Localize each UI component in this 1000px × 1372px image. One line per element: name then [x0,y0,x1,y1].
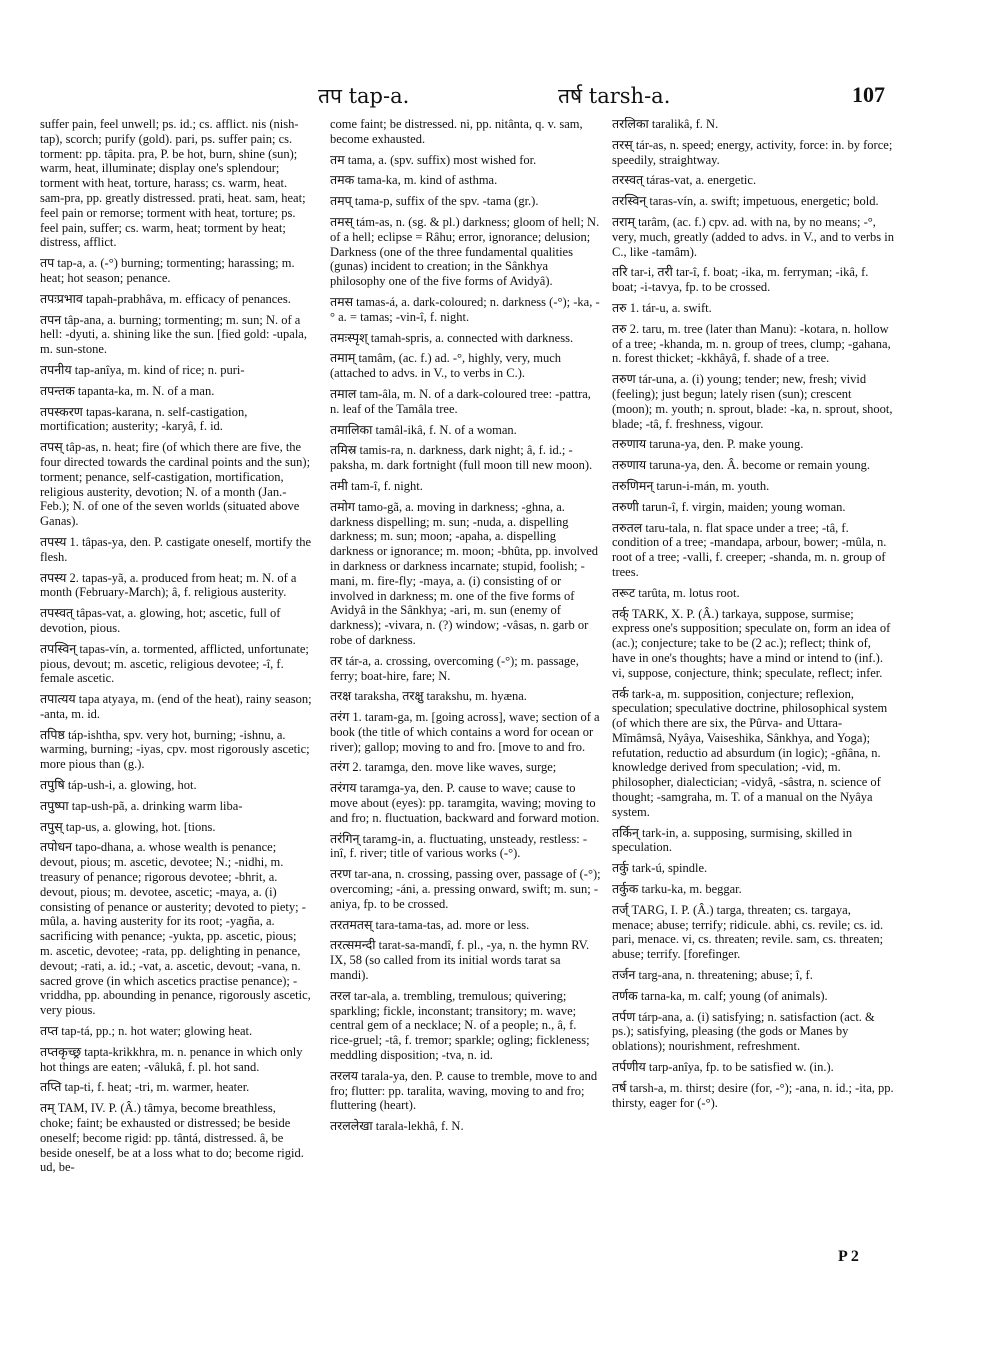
dictionary-entry: तपस्करण tapas-karana, n. self-castigation, mortification; austerity; -karyâ, f. id. [40,404,248,434]
dictionary-entry: तपस् tâp-as, n. heat; fire (of which there are five, the four directed towards the cardinal points and the sun); torment; penance, self-castigation, mortification, religious austerity, devotion; N. of a month (Jan.-Feb.); N. of one of the seven worlds (situated above Ganas). [40,440,311,529]
dictionary-entry: तरुण tár-una, a. (i) young; tender; new, fresh; vivid (feeling); just begun; lately risen (sun); crescent (moon); m. youth; n. sprout, blade: -ka, n. sprout, shoot, blade; -tâ, f. freshness, vigour. [612,372,893,431]
dictionary-entry: तमी tam-î, f. night. [330,478,423,493]
dictionary-entry: तर्जन targ-ana, n. threatening; abuse; î, f. [612,968,813,983]
dictionary-entry: तराम् tarâm, (ac. f.) cpv. ad. with na, by no means; -°, very, much, greatly (added to advs. in V., and to verbs in C., like -tamâm). [612,214,894,259]
dictionary-entry: तरुतल taru-tala, n. flat space under a tree; -tâ, f. condition of a tree; -mandapa, arbour, bower; -mûla, n. root of a tree; -valli, f. creeper; -shanda, m. n. group of trees. [612,520,887,579]
dictionary-entry: तरुणाय taruna-ya, den. P. make young. [612,437,804,452]
dictionary-entry: तर्क tark-a, m. supposition, conjecture; reflexion, speculation; speculative doctrine, philosophical system (of which there are six, the Pûrva- and Uttara-Mîmâmsâ, Nyâya, Vaiseshika, Sânkhya, and Yoga); refutation, reductio ad absurdum (in logic); -gñâna, n. knowledge derived from speculation; -vid, m. philosopher, dialectician; -vidyâ, -sâstra, n. science of thought; -samgraha, m. T. of a manual on the Nyâya system. [612,686,888,819]
page-number: 107 [852,82,885,107]
dictionary-entry: suffer pain, feel unwell; ps. id.; cs. afflict. nis (nish-tap), scorch; purify (gold). pari, ps. suffer pain; cs. torment: pp. tâpita. pra, P. be hot, burn, shine (sun); warm, heat, illuminate; display one's splendour; torment with heat, torture, harass; cs. warm, heat. sam-pra, pp. greatly distressed. prati, heat. sam, heat; feel pain or remorse; torment with heat, torture; ps. feel pain, suffer; cs. warm, heat; torment by heat; distress, afflict. [40,117,306,250]
dictionary-entry: तपुस् tap-us, a. glowing, hot. [tions. [40,819,216,834]
dictionary-entry: तर्किन् tark-in, a. supposing, surmising, skilled in speculation. [612,825,853,855]
dictionary-entry: तरंगिन् taramg-in, a. fluctuating, unsteady, restless: -inî, f. river; title of various works (-°). [330,831,588,861]
dictionary-entry: तपुषि táp-ush-i, a. glowing, hot. [40,778,197,793]
dictionary-entry: तपस्य 2. tapas-yã, a. produced from heat; m. N. of a month (February-March); â, f. religious austerity. [40,570,297,600]
dictionary-entry: तर्क् TARK, X. P. (Â.) tarkaya, suppose, surmise; express one's supposition; speculate on, form an idea of (ac.); conjecture; take to be (2 ac.); reflect; think of, have in one's thoughts; have a mind or intend to (inf.). vi, suppose, conjecture, think; speculate, reflect; infer. [612,606,891,680]
dictionary-entry: तमस tamas-á, a. dark-coloured; n. darkness (-°); -ka, -° a. = tamas; -vin-î, f. night. [330,294,600,324]
dictionary-entry: तपस्वत् tâpas-vat, a. glowing, hot; ascetic, full of devotion, pious. [40,606,281,635]
dictionary-entry: तरुणी tarun-î, f. virgin, maiden; young woman. [612,499,846,514]
dictionary-entry: तपात्यय tapa atyaya, m. (end of the heat), rainy season; -anta, m. id. [40,692,312,721]
dictionary-entry: तरंग 2. taramga, den. move like waves, surge; [330,760,557,775]
dictionary-entry: तरुणाय taruna-ya, den. Â. become or remain young. [612,458,871,473]
dictionary-entry: तर्णक tarna-ka, m. calf; young (of animals). [612,988,828,1003]
header-right-guideword: तर्ष tarsh-a. [558,84,671,108]
dictionary-entry: तपस्य 1. tâpas-ya, den. P. castigate oneself, mortify the flesh. [40,534,312,564]
dictionary-entry: तरलिका taralikâ, f. N. [612,117,719,131]
dictionary-entry: तमिस्र tamis-ra, n. darkness, dark night; â, f. id.; -paksha, m. dark fortnight (full moon till new moon). [330,443,593,473]
dictionary-entry: तरत्समन्दी tarat-sa-mandî, f. pl., -ya, n. the hymn RV. IX, 58 (so called from its initial words tarat sa mandi). [330,938,590,983]
dictionary-entry: तपन्तक tapanta-ka, m. N. of a man. [40,383,215,398]
dictionary-entry: तमःस्पृश् tamah-spris, a. connected with darkness. [330,330,574,345]
signature-mark: P 2 [838,1248,859,1265]
dictionary-entry: तरु 1. tár-u, a. swift. [612,300,712,315]
dictionary-entry: तपस्विन् tapas-vín, a. tormented, afflicted, unfortunate; pious, devout; m. ascetic, religious devotee; -î, f. female ascetic. [40,641,309,686]
dictionary-entry: तरुणिमन् tarun-i-mán, m. youth. [612,478,770,493]
dictionary-entry: तपिष्ठ táp-ishtha, spv. very hot, burning; -ishnu, a. warming, burning; -iyas, cpv. most rigorously ascetic; more pious than (g.). [40,727,310,772]
dictionary-entry: तर्पणीय tarp-anîya, fp. to be satisfied w. (in.). [612,1060,834,1075]
column-right [612,117,894,1267]
dictionary-entry: तरस् tár-as, n. speed; energy, activity, force: in. by force; speedily, straightway. [612,137,893,167]
dictionary-entry: तरंग 1. taram-ga, m. [going across], wave; section of a book (the title of which contains a word for ocean or river); gallop; moving to and fro. [move to and fro. [330,710,600,754]
dictionary-entry: तम tama, a. (spv. suffix) most wished for. [330,152,537,167]
dictionary-entry: तमाम् tamâm, (ac. f.) ad. -°, highly, very, much (attached to advs. in V., to verbs in C.). [330,351,562,381]
dictionary-entry: तमोग tamo-gã, a. moving in darkness; -ghna, a. darkness dispelling; m. sun; -nuda, a. dispelling darkness; m. sun; moon; -apaha, a. dispelling darkness or ignorance; m. moon; -bhûta, pp. involved in darkness or darkness incarnate; stupid, foolish; -mani, m. fire-fly; -maya, a. (i) consisting of or involved in darkness; m. one of the five forms of Avidyâ in the Sânkhya; -ari, m. sun (enemy of darkness); -vivara, n. (?) window; -vâsas, n. garb or robe of darkness. [330,499,598,647]
dictionary-entry: तर्ष tarsh-a, m. thirst; desire (for, -°); -ana, n. id.; -ita, pp. thirsty, eager for (-°). [612,1080,894,1110]
dictionary-entry: come faint; be distressed. ni, pp. nitânta, q. v. sam, become exhausted. [330,117,583,146]
dictionary-entry: तप्ति tap-ti, f. heat; -tri, m. warmer, heater. [40,1080,250,1095]
dictionary-entry: तरल tar-ala, a. trembling, tremulous; quivering; sparkling; fickle, inconstant; transitory; m. wave; central gem of a necklace; N. of a people; n., â, f. rice-gruel; -tâ, f. tremor; sparkle; ogling; fickleness; meddling disposition; -tva, n. id. [330,988,590,1063]
column-middle [330,117,602,1267]
dictionary-entry: तपःप्रभाव tapah-prabhâva, m. efficacy of penances. [40,291,291,306]
dictionary-entry: तरस्विन् taras-vín, a. swift; impetuous, energetic; bold. [612,194,879,209]
column-left [40,117,312,1267]
dictionary-entry: तरण tar-ana, n. crossing, passing over, passage of (-°); overcoming; -áni, a. pressing onward, swift; m. sun; -aniya, fp. to be crossed. [330,867,601,911]
dictionary-entry: तमक tama-ka, m. kind of asthma. [330,173,498,188]
dictionary-entry: तर्कुक tarku-ka, m. beggar. [612,882,742,897]
dictionary-entry: तर्ज् TARG, I. P. (Â.) targa, threaten; cs. targaya, menace; abuse; terrify; ridicule. abhi, cs. revile; cs. id. pari, menace. vi, cs. threaten; revile. sam, cs. threaten; abuse; terrify. [forefinger. [612,902,884,962]
dictionary-entry: तपुष्पा tap-ush-pã, a. drinking warm liba- [40,798,243,813]
dictionary-entry: तमाल tam-âla, m. N. of a dark-coloured tree: -pattra, n. leaf of the Tamâla tree. [330,386,591,416]
dictionary-entry: तरूट tarûta, m. lotus root. [612,585,740,600]
dictionary-entry: तप्त tap-tá, pp.; n. hot water; glowing heat. [40,1024,253,1039]
dictionary-entry: तरंगय taramga-ya, den. P. cause to wave; cause to move about (eyes): pp. taramgita, waving; moving to and fro; n. fluctuation, backward and forward motion. [330,781,600,825]
dictionary-entry: तप्तकृच्छ्र tapta-krikkhra, m. n. penance in which only hot things are eaten; -vâlukâ, f. pl. hot sand. [40,1044,303,1074]
dictionary-entry: तरस्वत् táras-vat, a. energetic. [612,173,757,188]
dictionary-entry: तपन tâp-ana, a. burning; tormenting; m. sun; N. of a hell: -dyuti, a. shining like the sun. [fied gold: -upala, m. sun-stone. [40,312,307,357]
dictionary-entry: तरक्ष taraksha, तरक्षु tarakshu, m. hyæna. [330,689,527,704]
dictionary-entry: तमालिका tamâl-ikâ, f. N. of a woman. [330,422,517,437]
dictionary-entry: तपोधन tapo-dhana, a. whose wealth is penance; devout, pious; m. ascetic, devotee; N.; -nidhi, m. treasury of penance; rigorous devotee; -bhrit, a. devout, pious; m. devotee, ascetic; -maya, a. (i) consisting of penance or austerity; devoted to piety; -mûla, a. having austerity for its root; -yagña, a. sacrificing with penance; -yukta, pp. ascetic, pious; m. ascetic, devotee; -rata, pp. delighting in penance, devout; -rati, a. id.; -vat, a. ascetic, devout; -vana, n. sacred grove (in which ascetics practise penance); -vriddha, pp. abounding in penance, rigorously ascetic, very pious. [40,840,311,1018]
dictionary-entry: तर्पण tárp-ana, a. (i) satisfying; n. satisfaction (act. & ps.); satisfying, pleasing (the gods or Manes by oblations); nourishment, refreshment. [612,1009,875,1054]
dictionary-entry: तरलय tarala-ya, den. P. cause to tremble, move to and fro; flutter: pp. taralita, waving, moving to and fro; fluttering (heart). [330,1068,598,1113]
dictionary-entry: तम् TAM, IV. P. (Â.) tâmya, become breathless, choke; faint; be exhausted or distressed; be beside oneself; become rigid: pp. tântá, distressed. â, be beside oneself, be at a loss what to do; become rigid. ud, be- [40,1101,304,1175]
dictionary-entry: तमस् tám-as, n. (sg. & pl.) darkness; gloom of hell; N. of a hell; eclipse = Râhu; error, ignorance; delusion; Darkness (one of the three fundamental qualities (gunas) incident to creation; in the Sânkhya philosophy one of the five forms of Avidyâ). [330,214,600,289]
dictionary-entry: तपनीय tap-anîya, m. kind of rice; n. puri- [40,362,245,377]
dictionary-entry: तरि tar-i, तरी tar-î, f. boat; -ika, m. ferryman; -ikâ, f. boat; -i-tavya, fp. to be crossed. [612,265,869,295]
dictionary-entry: तरललेखा tarala-lekhâ, f. N. [330,1119,464,1134]
dictionary-entry: तरतमतस् tara-tama-tas, ad. more or less. [330,917,530,932]
dictionary-entry: तर tár-a, a. crossing, overcoming (-°); m. passage, ferry; boat-hire, fare; N. [330,653,579,683]
dictionary-entry: तमप् tama-p, suffix of the spv. -tama (gr.). [330,194,539,209]
header-left-guideword: तप tap-a. [318,84,410,108]
dictionary-entry: तप tap-a, a. (-°) burning; tormenting; harassing; m. heat; hot season; penance. [40,256,295,285]
dictionary-entry: तर्कु tark-ú, spindle. [612,861,708,876]
dictionary-entry: तरु 2. taru, m. tree (later than Manu): -kotara, n. hollow of a tree; -khanda, m. n. group of trees, clump; -gahana, n. forest thicket; -kkhâyâ, f. shade of a tree. [612,321,891,366]
running-header [0,82,1000,116]
